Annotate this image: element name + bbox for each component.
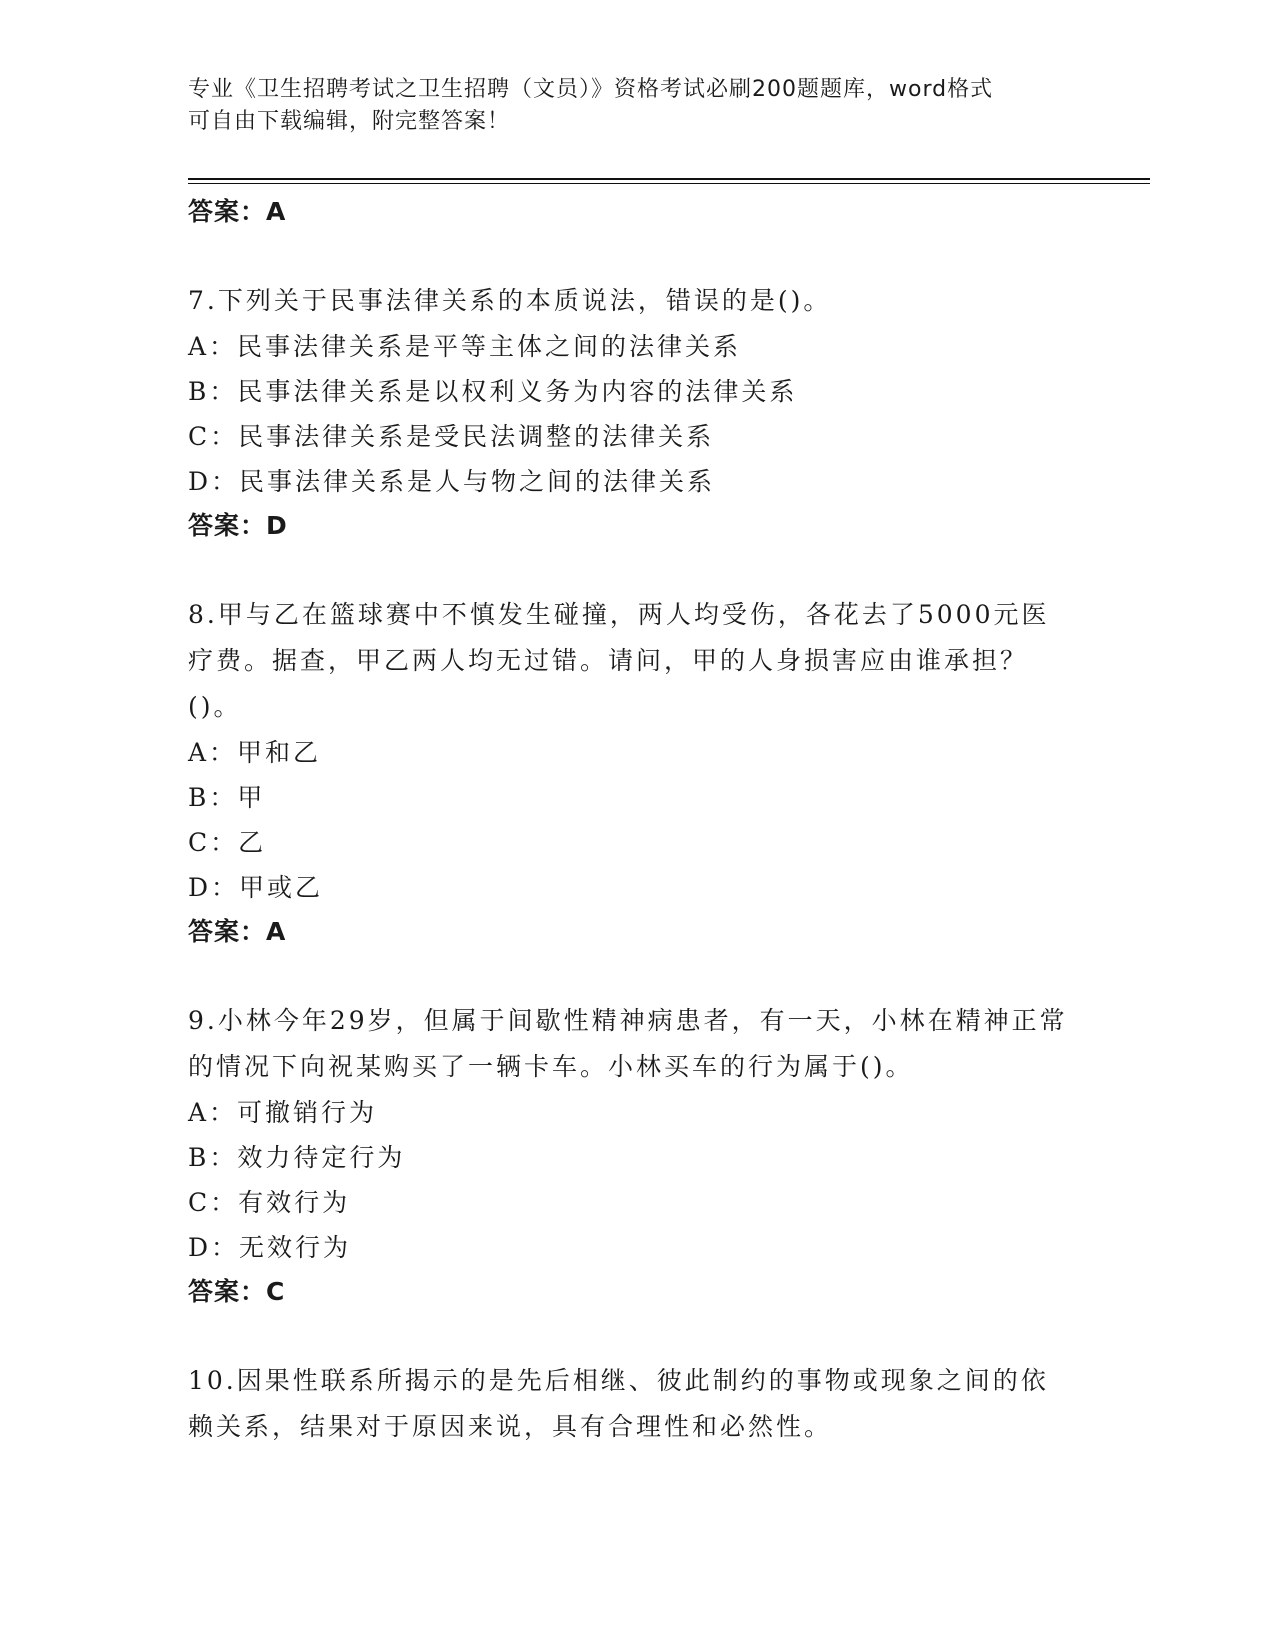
document-content bbox=[188, 190, 1068, 1450]
option-b: B：甲 bbox=[188, 783, 266, 812]
option-b: B：民事法律关系是以权利义务为内容的法律关系 bbox=[188, 377, 798, 406]
option-a: A：甲和乙 bbox=[188, 738, 322, 767]
option-b: B：效力待定行为 bbox=[188, 1143, 406, 1172]
option-c: C：有效行为 bbox=[188, 1188, 351, 1217]
option-d: D：民事法律关系是人与物之间的法律关系 bbox=[188, 467, 716, 496]
option-a: A：可撤销行为 bbox=[188, 1098, 378, 1127]
option-c: C：乙 bbox=[188, 828, 267, 857]
question-7 bbox=[188, 278, 1068, 548]
question-stem: 8.甲与乙在篮球赛中不慎发生碰撞，两人均受伤，各花去了5000元医疗费。据查，甲乙两人均无过错。请问，甲的人身损害应由谁承担？()。 bbox=[188, 600, 1050, 721]
header-line-1: 专业《卫生招聘考试之卫生招聘（文员）》资格考试必刷200题题库，word格式 bbox=[188, 77, 994, 102]
answer-line: 答案：A bbox=[188, 197, 287, 226]
option-d: D：甲或乙 bbox=[188, 873, 324, 902]
answer-line: 答案：C bbox=[188, 1277, 286, 1306]
question-stem: 9.小林今年29岁，但属于间歇性精神病患者，有一天，小林在精神正常的情况下向祝某购买了一辆卡车。小林买车的行为属于()。 bbox=[188, 1006, 1068, 1081]
option-a: A：民事法律关系是平等主体之间的法律关系 bbox=[188, 332, 742, 361]
header-rule-thin bbox=[188, 183, 1150, 184]
question-10 bbox=[188, 1358, 1068, 1450]
answer-line: 答案：A bbox=[188, 917, 287, 946]
header-rule-thick bbox=[188, 178, 1150, 180]
header-line-2: 可自由下载编辑，附完整答案！ bbox=[188, 109, 511, 134]
question-8 bbox=[188, 592, 1068, 954]
page-header bbox=[188, 74, 1068, 138]
question-9 bbox=[188, 998, 1068, 1314]
question-stem: 10.因果性联系所揭示的是先后相继、彼此制约的事物或现象之间的依赖关系，结果对于原因来说，具有合理性和必然性。 bbox=[188, 1366, 1049, 1441]
option-d: D：无效行为 bbox=[188, 1233, 352, 1262]
question-stem: 7.下列关于民事法律关系的本质说法，错误的是()。 bbox=[188, 286, 832, 315]
answer-line: 答案：D bbox=[188, 511, 288, 540]
option-c: C：民事法律关系是受民法调整的法律关系 bbox=[188, 422, 715, 451]
